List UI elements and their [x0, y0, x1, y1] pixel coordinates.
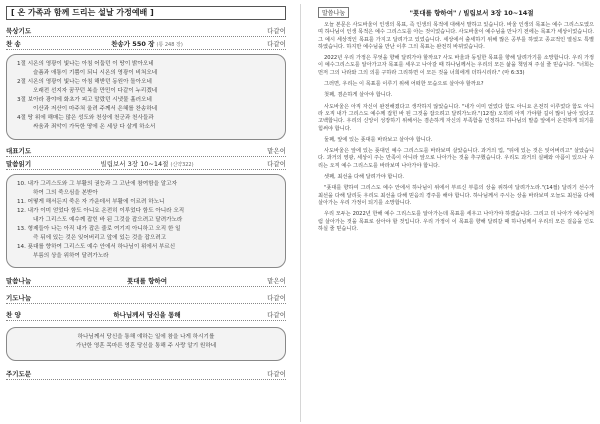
order-row-praise	[6, 308, 286, 321]
sermon-column	[318, 6, 594, 420]
hymn-lyric-line: 싸움과 죄악이 가득한 땅에 온 세상 다 살게 하소서	[33, 124, 156, 130]
order-label: 묵상기도	[6, 26, 32, 35]
hymn-lyrics-box	[6, 54, 286, 140]
hymn-lyric-line: 1절 시온의 영광이 빛나는 아침 어둡던 이 땅이 밝아오네	[17, 61, 154, 67]
hymn-lyric-line: 이산과 저산이 마주쳐 울려 주께서 은혜를 찬송하네	[33, 106, 158, 112]
hymn-lyric-line: 2절 시온의 영광이 빛나는 아침 해받던 동원아 돌아오네	[17, 79, 152, 85]
sermon-paragraph: "푯대를 향하여 그리스도 예수 안에서 하나님이 위에서 부르신 부름의 상을 위하여 달려가노라."(14절) 달리기 선수가 최선을 다해 달리듯 우리도 최선을 다해 믿음의 경주를 해야 합니다. 하나님께서 주시는 상을 바라보며 오늘도 최선을 다해 살아가는 우리 가정이 되기를 소망합니다.	[318, 185, 594, 206]
praise-lyrics-box	[6, 327, 286, 361]
worship-title: [ 온 가족과 함께 드리는 설날 가정예배 ]	[6, 6, 286, 20]
order-row-message	[6, 274, 286, 287]
order-role: 맡은이	[267, 146, 286, 155]
scripture-verse: 하여 그의 죽으심을 본받아	[33, 190, 98, 196]
sermon-title: 푯대를 향하여	[127, 276, 167, 285]
order-label: 말씀읽기	[6, 159, 32, 168]
order-role: 다같이	[267, 26, 286, 35]
sermon-header	[318, 6, 594, 18]
order-role: 다같이	[267, 293, 286, 302]
sermon-section-label: 말씀나눔	[318, 7, 349, 18]
order-content	[36, 159, 258, 168]
hymn-number: 찬송가 550 장	[111, 39, 155, 48]
order-content	[36, 310, 258, 319]
sermon-paragraph: 사도바울은 앞에 있는 푯대인 예수 그리스도를 바라보며 살았습니다. 과거의 업, "뒤에 있는 것은 잊어버리고" 살았습니다. 과거의 영광, 세상이 주는 만족이 아니라 앞으로 나아가는 것을 추구했습니다. 우리도 과거의 실패와 아픔이 있으나 우리는 오직 예수 그리스도를 바라보며 나아가야 합니다.	[318, 148, 594, 169]
hymn-lyric-line: 오래전 선지자 꿈꾸던 복을 만민이 다같이 누리겠네	[33, 88, 158, 94]
sermon-point-heading: 첫째, 겸손하게 살아야 합니다.	[324, 92, 393, 99]
order-role: 다같이	[267, 159, 286, 168]
order-label: 주기도문	[6, 369, 32, 378]
sermon-body	[318, 22, 594, 233]
sermon-paragraph: 오늘 본문은 사도바울이 인생의 목표, 즉 인생의 목적에 대해서 말하고 있습니다. 바울 인생의 목표는 예수 그리스도였으며 하나님이 인생 목적은 예수 그리스도를 아는 것이었습니다. 사도바울이 예수님을 만나기 전에는 목표가 세상이었습니다. 그 예시 세상적인 목표를 가지고 달려가고 있었습니다. 세상에서 출세하기 위해 많은 공부를 하였고 종교적인 열심도 특별하였습니다. 하지만 예수님을 만난 이후 그의 목표는 완전히 바뀌었습니다.	[318, 22, 594, 50]
sermon-title: "푯대를 향하여" / 빌립보서 3장 10~14절	[409, 8, 534, 17]
praise-song-title: 하나님께서 당신을 통해	[113, 310, 181, 319]
order-role: 맡은이	[267, 276, 286, 285]
order-row-representative-prayer	[6, 144, 286, 157]
order-row-lords-prayer	[6, 367, 286, 380]
column-divider	[300, 4, 301, 422]
scripture-verse: 12. 내가 이미 얻었다 함도 아니요 온전히 이루었다 함도 아니라 오직	[17, 208, 185, 214]
order-content	[36, 39, 258, 48]
order-row-hymn	[6, 37, 286, 50]
sermon-paragraph: 사도바울은 아직 자신이 완전해졌다고 생각하지 않았습니다. "내가 이미 얻었다 함도 아니요 온전히 이루었다 함도 아니라 오직 내가 그리스도 예수께 잡힌 바 된 그것을 잡으려고 달려가노라."(12절) 오히려 아직 가야할 길이 많이 남아 있다고 고백합니다. 우리의 신앙이 성장하기 위해서는 겸손하게 자신의 부족함을 인정하고 하나님의 말씀 앞에서 온전하게 되기를 힘써야 합니다.	[318, 103, 594, 132]
scripture-reference: 빌립보서 3장 10~14절	[100, 159, 169, 168]
order-row-silent-prayer	[6, 24, 286, 37]
praise-lyric-line: 하나님께서 당신을 통해 얘하는 일에 참을 나게 하시기를	[77, 334, 215, 340]
sermon-paragraph: 우리 모두는 2022년 한해 예수 그리스도를 알아가는데 목표를 세우고 나아가야 하겠습니다. 그리고 더 나아가 예수님처럼 살아가는 것을 목표로 삼아야 할 것입니다. 우리 가정이 이 목표를 향해 달려갈 때 하나님께서 우리의 모든 걸음을 인도하실 줄 믿습니다.	[318, 211, 594, 232]
order-label: 말씀나눔	[6, 276, 32, 285]
hymn-lyric-line: 4절 땅 위에 해매는 많은 성도와 천상에 천군과 천사들과	[17, 115, 154, 121]
worship-order-column	[6, 6, 286, 420]
order-label: 찬 양	[6, 310, 21, 319]
hymn-lyric-line: 3절 보아라 광야에 화초가 피고 말랐던 시냇물 흘러오네	[17, 97, 152, 103]
sermon-point-heading: 셋째, 최선을 다해 달려가야 합니다.	[324, 174, 405, 181]
scripture-page: (신약322)	[170, 161, 194, 168]
order-row-prayer-sharing	[6, 291, 286, 304]
order-row-scripture	[6, 157, 286, 170]
order-label: 대표기도	[6, 146, 32, 155]
hymn-old-number: (통 248 장)	[156, 41, 183, 48]
scripture-verse: 13. 형제들아 나는 아직 내가 잡은 줄로 여기지 아니하고 오직 한 일	[17, 226, 181, 232]
sermon-paragraph: 그러면, 우리는 이 목표를 이루기 위해 어떠한 모습으로 살아야 할까요?	[324, 81, 484, 88]
praise-lyric-line: 가난한 영혼 목마른 영혼 당신을 통해 주 사랑 알기 원하네	[75, 343, 217, 349]
sermon-point-heading: 둘째, 앞에 있는 푯대를 바라보고 살아야 합니다.	[324, 136, 433, 143]
scripture-verse: 14. 푯대를 향하여 그리스도 예수 안에서 하나님이 위에서 부르신	[17, 244, 176, 250]
scripture-verse: 내가 그리스도 예수께 잡힌 바 된 그것을 잡으려고 달려가노라	[33, 217, 183, 223]
order-role: 다같이	[267, 310, 286, 319]
scripture-box	[6, 174, 286, 268]
order-content	[36, 276, 258, 285]
order-label: 기도나눔	[6, 293, 32, 302]
sermon-paragraph: 2022년 우리 가정은 무엇을 향해 달려가야 할까요? 사도 바울과 동일한 목표를 향해 달려가기를 소망합니다. 우리 가정이 예수그리스도를 알아가고자 목표를 세우고 나아갈 때 하나님께서는 우리의 모든 삶을 책임져 주실 줄 믿습니다. "너희는 먼저 그의 나라와 그의 의를 구하라 그리하면 이 모든 것을 너희에게 더하시리라." (마 6:33)	[318, 55, 594, 76]
order-role: 다같이	[267, 369, 286, 378]
scripture-verse: 부름의 상을 위하여 달려가노라	[33, 253, 109, 259]
scripture-verse: 11. 어떻게 해서든지 죽은 자 가운데서 부활에 이르려 하노니	[17, 199, 165, 205]
hymn-lyric-line: 슬픔과 애통이 기쁨이 되니 시온의 영광이 비쳐오네	[33, 70, 158, 76]
order-label: 찬 송	[6, 39, 21, 48]
scripture-verse: 즉 뒤에 있는 것은 잊어버리고 앞에 있는 것을 잡으려고	[33, 235, 167, 241]
scripture-verse: 10. 내가 그리스도와 그 부활의 권능과 그 고난에 참여함을 알고자	[17, 181, 177, 187]
order-role: 다같이	[267, 39, 286, 48]
